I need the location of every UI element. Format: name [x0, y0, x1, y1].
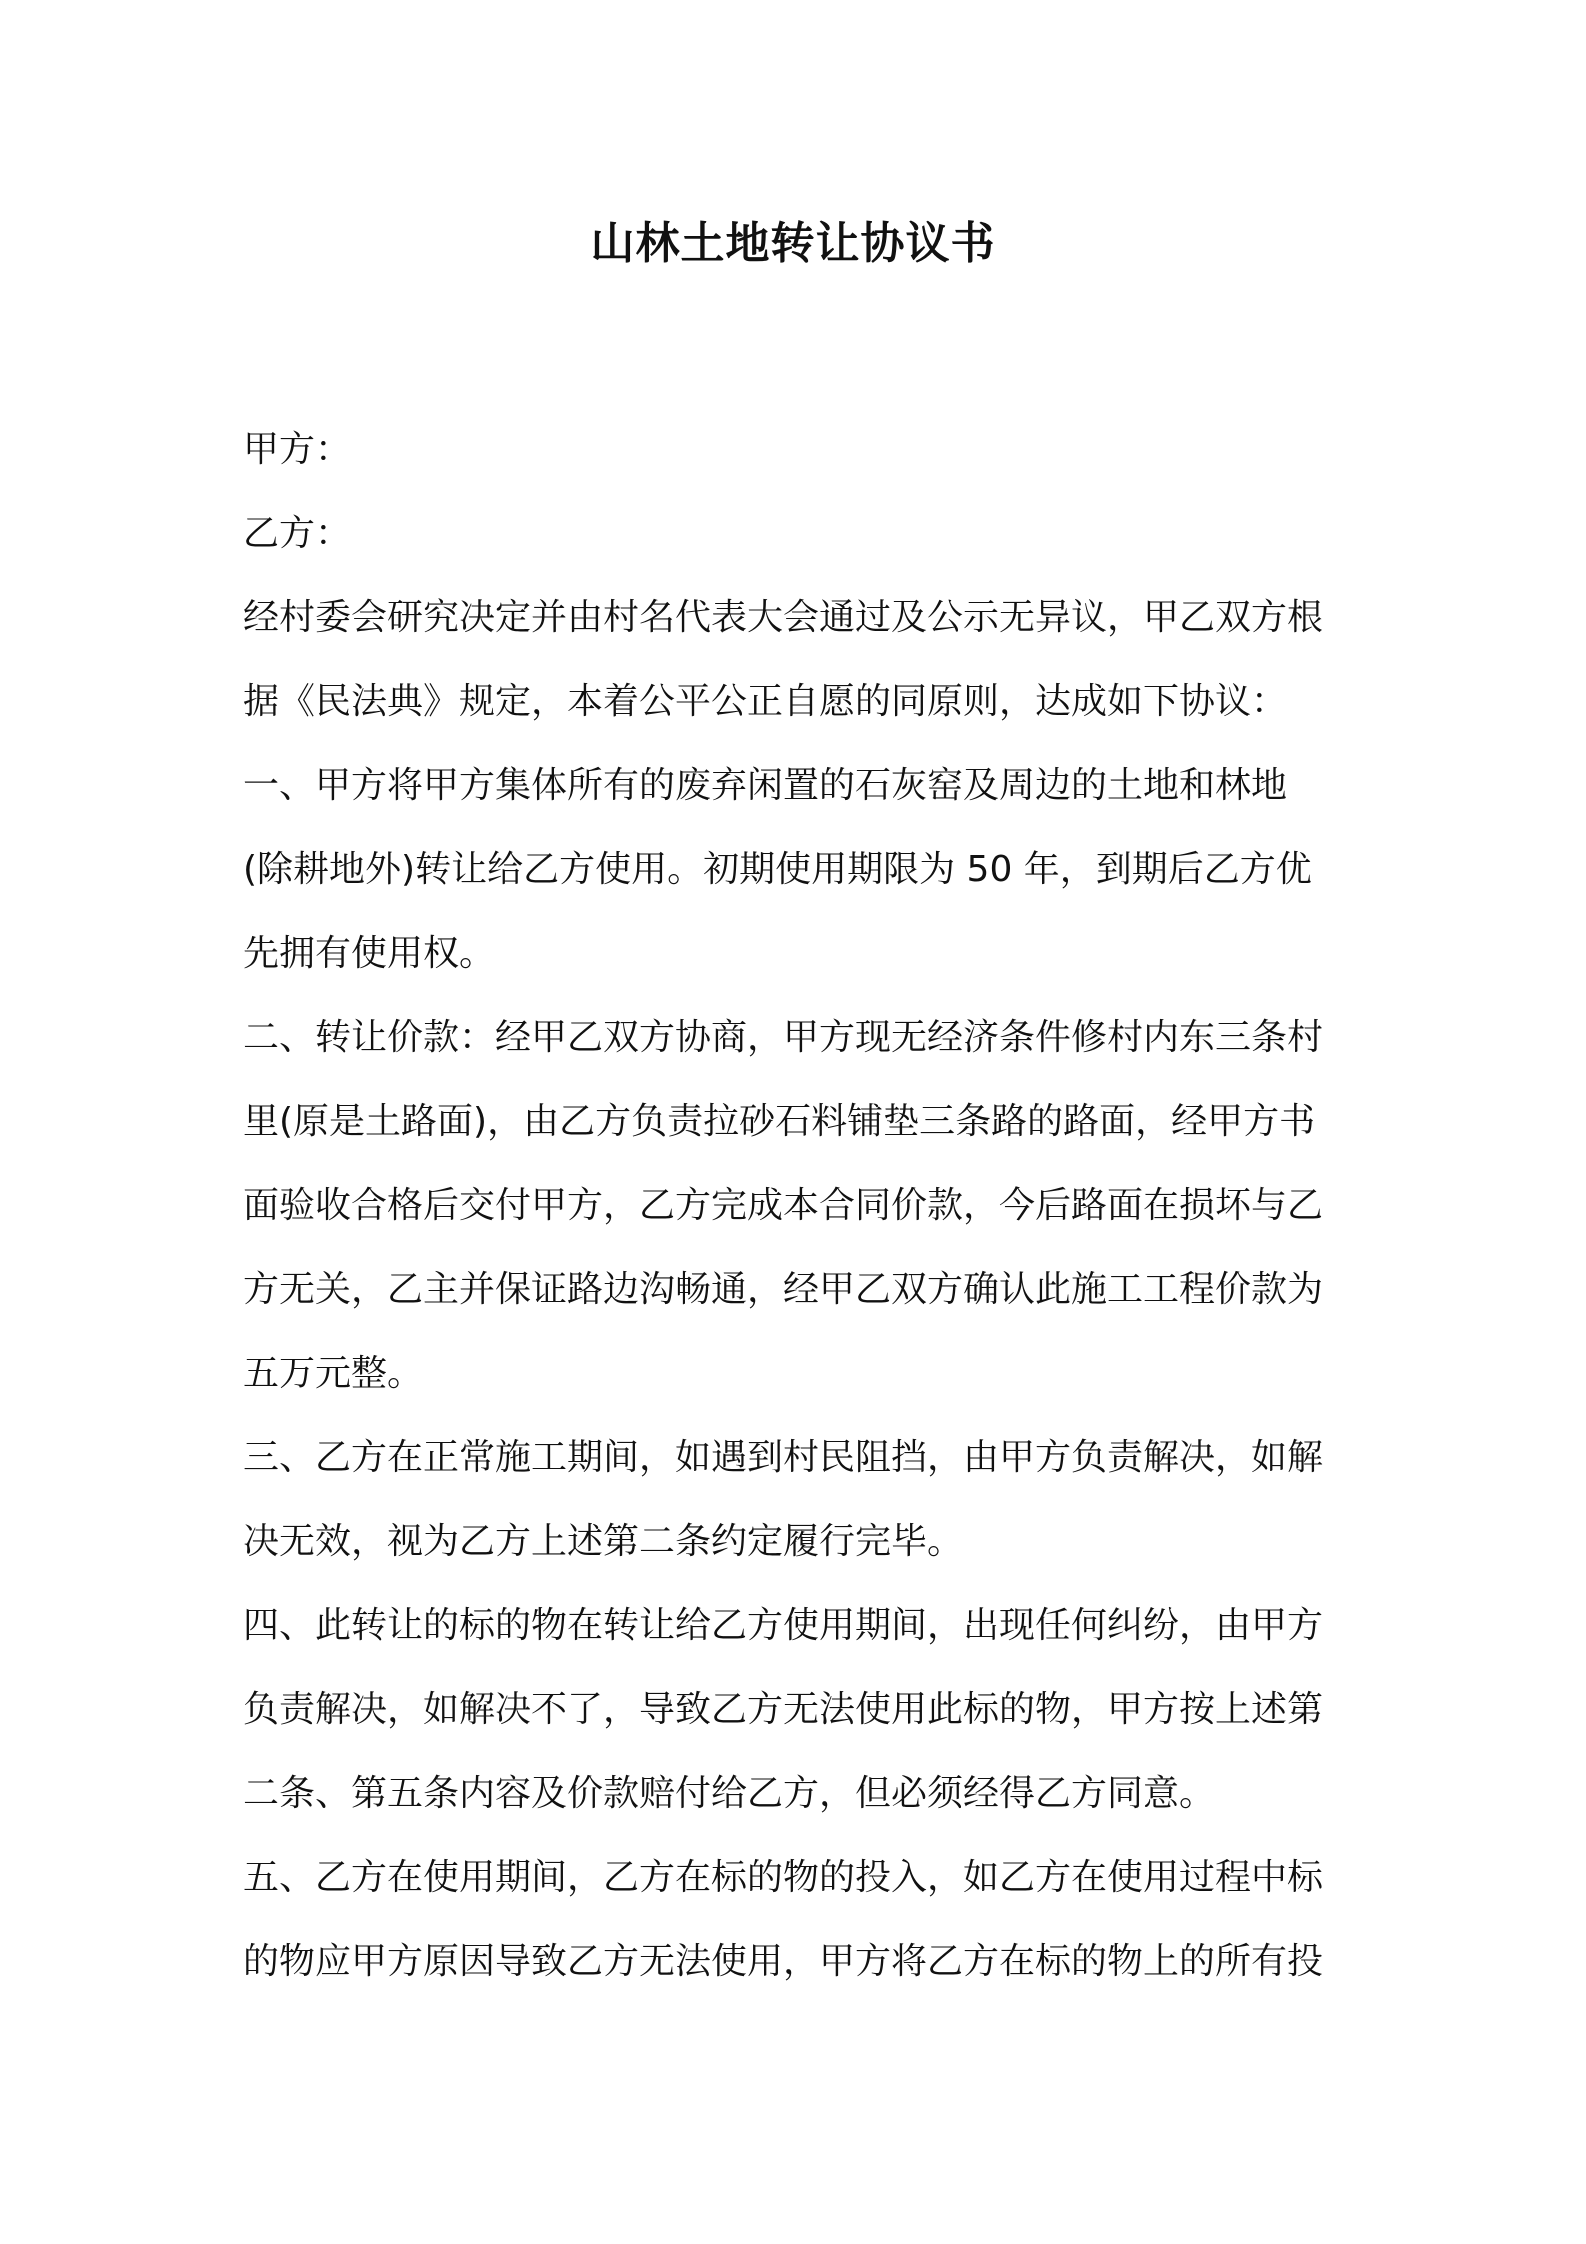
- party-a-line: 甲方：: [243, 429, 352, 470]
- clause-3-line: 三、乙方在正常施工期间，如遇到村民阻挡，由甲方负责解决，如解: [243, 1437, 1324, 1478]
- clause-2-line: 里(原是土路面)，由乙方负责拉砂石料铺垫三条路的路面，经甲方书: [243, 1101, 1316, 1142]
- clause-1-line: 一、甲方将甲方集体所有的废弃闲置的石灰窑及周边的土地和林地: [243, 765, 1288, 806]
- document-body: [243, 408, 1353, 2004]
- clause-3-line: 决无效，视为乙方上述第二条约定履行完毕。: [243, 1521, 964, 1562]
- clause-4-line: 四、此转让的标的物在转让给乙方使用期间，出现任何纠纷，由甲方: [243, 1605, 1324, 1646]
- document-title: 山林土地转让协议书: [590, 218, 996, 269]
- clause-1-line: (除耕地外)转让给乙方使用。初期使用期限为 50 年，到期后乙方优: [243, 849, 1312, 890]
- clause-2-line: 五万元整。: [243, 1353, 424, 1394]
- clause-5-line: 的物应甲方原因导致乙方无法使用，甲方将乙方在标的物上的所有投: [243, 1941, 1324, 1982]
- clause-2-line: 二、转让价款：经甲乙双方协商，甲方现无经济条件修村内东三条村: [243, 1017, 1324, 1058]
- clause-5-line: 五、乙方在使用期间，乙方在标的物的投入，如乙方在使用过程中标: [243, 1857, 1324, 1898]
- preamble-line: 据《民法典》规定，本着公平公正自愿的同原则，达成如下协议：: [243, 681, 1288, 722]
- party-b-line: 乙方：: [243, 513, 352, 554]
- clause-4-line: 二条、第五条内容及价款赔付给乙方，但必须经得乙方同意。: [243, 1773, 1216, 1814]
- clause-1-line: 先拥有使用权。: [243, 933, 496, 974]
- clause-2-line: 方无关，乙主并保证路边沟畅通，经甲乙双方确认此施工工程价款为: [243, 1269, 1324, 1310]
- clause-2-line: 面验收合格后交付甲方，乙方完成本合同价款，今后路面在损坏与乙: [243, 1185, 1324, 1226]
- clause-4-line: 负责解决，如解决不了，导致乙方无法使用此标的物，甲方按上述第: [243, 1689, 1324, 1730]
- preamble-line: 经村委会研究决定并由村名代表大会通过及公示无异议，甲乙双方根: [243, 597, 1324, 638]
